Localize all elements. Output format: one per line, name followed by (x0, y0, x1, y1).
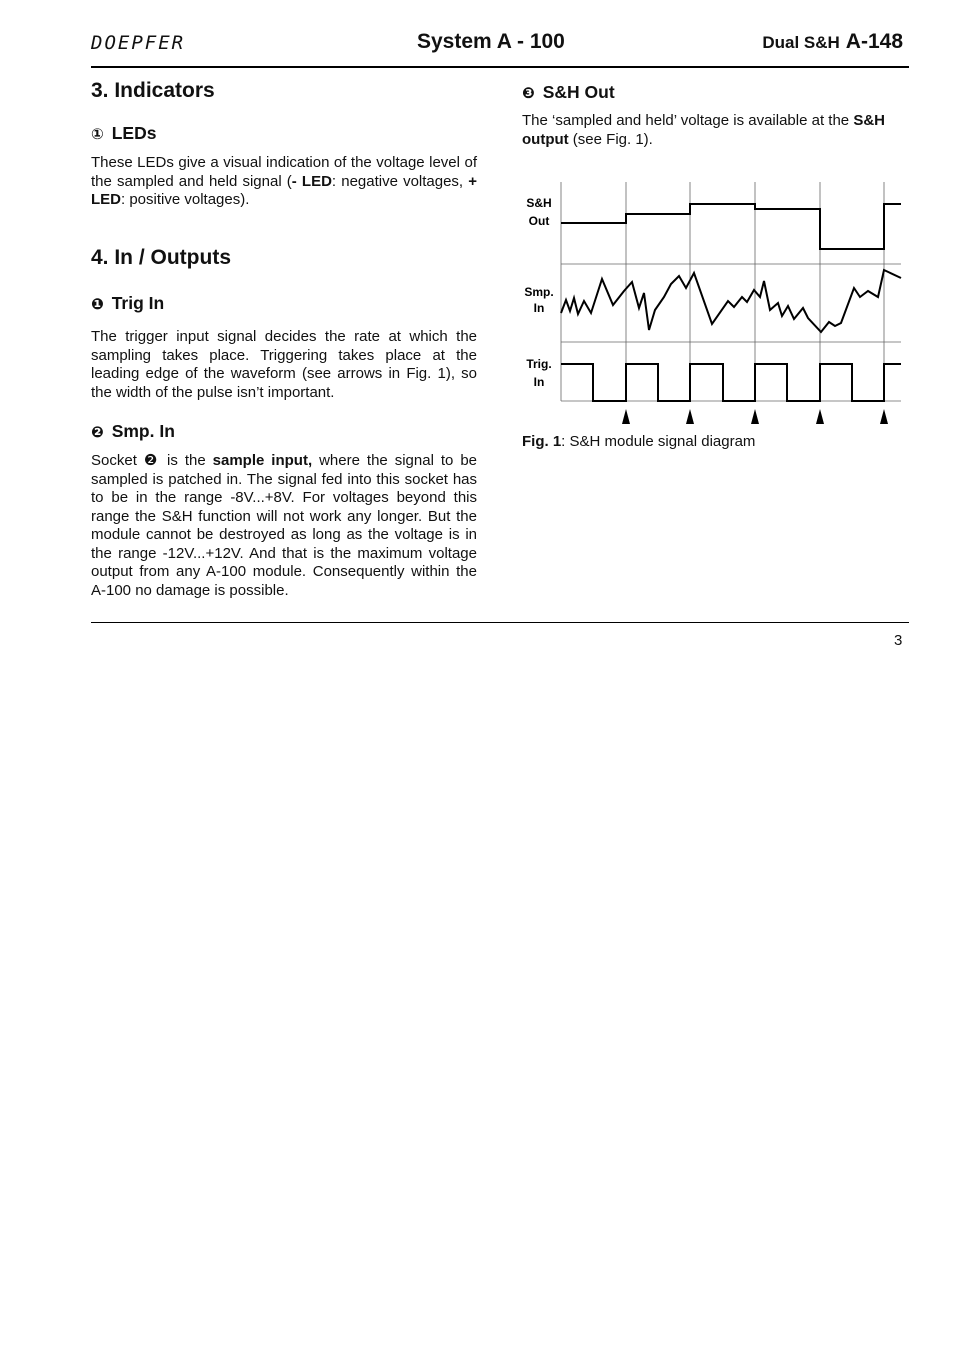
leds-bold-1: - LED (291, 172, 332, 190)
filled-circle-three-icon: ❸ (522, 85, 535, 102)
figure-caption-text: : S&H module signal diagram (561, 433, 756, 450)
leds-text-3: : positive voltages). (121, 191, 250, 208)
trigger-arrow-icon (880, 409, 888, 424)
signal-diagram-svg (516, 180, 906, 426)
figure-caption-label: Fig. 1 (522, 433, 562, 450)
label-trig-in-line2: In (533, 375, 545, 389)
label-sh-out-line2: Out (528, 214, 550, 228)
doepfer-logo: DOEPFER (91, 32, 186, 54)
smp-text-1: Socket (91, 452, 144, 469)
sh-signal-diagram (516, 180, 906, 426)
trig-in-waveform (561, 364, 901, 401)
smp-in-heading-label: Smp. In (111, 421, 175, 441)
smp-text-3: where the signal to be sampled is patched in. The signal fed into this socket has to be in the range -8V...+8V. For voltages beyond this range the S&H function will not work any longer. But the module cannot be destroyed as long as the voltage is in the range -12V...+12V. And that is the maximum voltage output from any A-100 module. Consequently within the A-100 no damage is possible. (91, 452, 478, 599)
trig-in-paragraph: The trigger input signal decides the rate at which the sampling takes place. Triggering takes place at the leading edge of the waveform (see arrows in Fig. 1), so the width of the pulse isn’t important. (91, 328, 477, 401)
smp-in-waveform (561, 270, 901, 332)
circled-one-icon: ① (91, 126, 104, 143)
smp-in-heading (91, 422, 175, 443)
in-outputs-heading: 4. In / Outputs (91, 246, 231, 269)
label-smp-in-line2: In (533, 301, 545, 315)
trig-in-heading-label: Trig In (111, 293, 165, 313)
system-title: System A - 100 (417, 30, 565, 53)
sh-out-paragraph (522, 112, 908, 149)
sh-out-waveform (561, 204, 901, 249)
shout-bold: S&H output (522, 112, 885, 148)
page-number: 3 (894, 632, 903, 649)
sh-out-heading (522, 83, 615, 104)
trigger-arrow-icon (686, 409, 694, 424)
figure-caption (522, 433, 755, 450)
filled-circle-two-icon: ❷ (91, 424, 104, 441)
leds-bold-2: + LED (91, 172, 477, 208)
page-header (91, 28, 909, 68)
leds-paragraph (91, 154, 477, 210)
shout-text-1: The ‘sampled and held’ voltage is available at the (522, 112, 854, 129)
trig-in-heading (91, 294, 164, 315)
leds-text-1: These LEDs give a visual indication of the voltage level of the sampled and held signal ( (91, 154, 477, 190)
trigger-arrow-icon (751, 409, 759, 424)
smp-bold: sample input, (212, 452, 313, 469)
module-number: A-148 (845, 30, 903, 53)
trigger-arrow-icon (816, 409, 824, 424)
leds-text-2: : negative voltages, (331, 172, 469, 190)
smp-in-paragraph (91, 452, 477, 600)
filled-circle-two-inline-icon: ❷ (143, 452, 161, 469)
footer-rule (91, 622, 909, 623)
label-sh-out-line1: S&H (526, 196, 552, 210)
smp-text-2: is the (160, 452, 213, 469)
label-smp-in-line1: Smp. (524, 285, 554, 299)
trigger-arrow-icon (622, 409, 630, 424)
label-trig-in-line1: Trig. (526, 357, 552, 371)
indicators-heading: 3. Indicators (91, 79, 215, 102)
sh-out-heading-label: S&H Out (542, 82, 615, 102)
filled-circle-one-icon: ❶ (91, 296, 104, 313)
module-title (762, 30, 903, 54)
module-subtitle: Dual S&H (762, 33, 840, 52)
leds-heading (91, 124, 156, 145)
leds-heading-label: LEDs (111, 123, 157, 143)
shout-text-2: (see Fig. 1). (568, 130, 653, 148)
